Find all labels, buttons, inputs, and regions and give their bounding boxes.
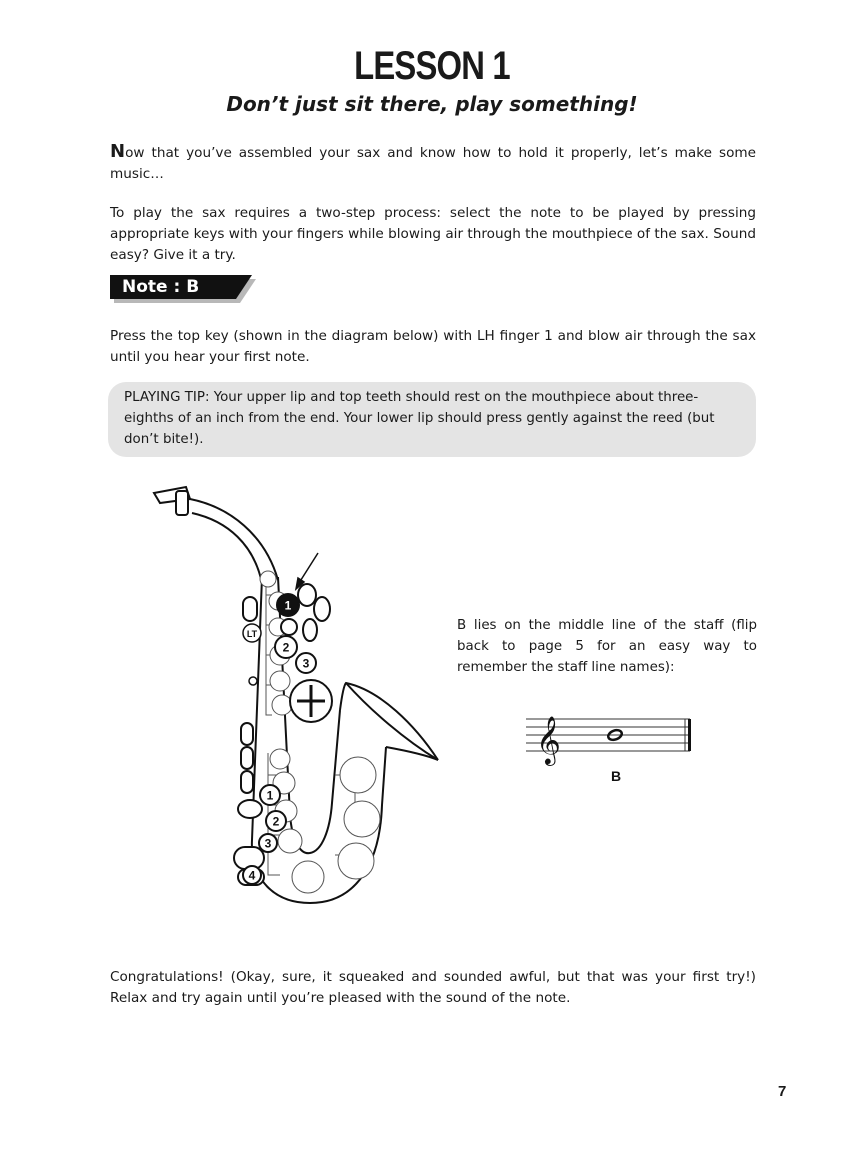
treble-clef-icon: 𝄞 xyxy=(536,715,561,764)
finger-key-label: 3 xyxy=(302,656,310,671)
playing-tip-box: PLAYING TIP: Your upper lip and top teeth should rest on the mouthpiece about three-eighths of an inch from the end. Your lower lip should press gently against the reed (but don’t bite!). xyxy=(108,382,756,457)
half-hole-key-icon xyxy=(281,619,297,635)
staff-note-label: B xyxy=(610,768,622,784)
palm-key-icon xyxy=(314,597,330,621)
side-key-icon xyxy=(243,597,257,621)
note-banner xyxy=(110,275,260,305)
note-banner-label: Note : B xyxy=(122,277,200,297)
finger-key-rh4 xyxy=(243,866,261,884)
finger-key-rh2 xyxy=(266,811,286,831)
lesson-subtitle: Don’t just sit there, play something! xyxy=(226,92,638,116)
finger-key-rh3 xyxy=(259,834,277,852)
page-number: 7 xyxy=(778,1083,787,1100)
saxophone-fingering-diagram xyxy=(150,485,450,910)
congrats-paragraph: Congratulations! (Okay, sure, it squeaked and sounded awful, but that was your first try!) Relax and try again until you’re pleased with the sound of the note. xyxy=(110,969,756,1006)
finger-key-lh1 xyxy=(277,594,299,616)
finger-key-label: 1 xyxy=(266,788,274,803)
intro-text: ow that you’ve assembled your sax and know how to hold it properly, let’s make some music… xyxy=(110,145,756,182)
lesson-title: LESSON 1 xyxy=(354,44,510,88)
staff-notation xyxy=(520,705,695,795)
arrow-icon xyxy=(299,553,318,583)
finger-key-lh3 xyxy=(296,653,316,673)
finger-key-label: 1 xyxy=(284,598,292,613)
ligature-icon xyxy=(176,491,188,515)
finger-key-label: 4 xyxy=(248,868,256,883)
thumb-key-label: LT xyxy=(246,629,258,639)
thumb-key xyxy=(243,624,261,642)
palm-key-icon xyxy=(298,584,316,606)
palm-key-icon xyxy=(303,619,317,641)
process-paragraph: To play the sax requires a two-step process: select the note to be played by pressing appropriate keys with your fingers while blowing air through the mouthpiece of the sax. Sound easy? Give it a try. xyxy=(110,205,756,263)
drop-cap: N xyxy=(110,141,126,162)
staff-description: B lies on the middle line of the staff (flip back to page 5 for an easy way to remember the staff line names): xyxy=(457,618,757,675)
finger-key-label: 2 xyxy=(282,640,290,655)
intro-paragraph xyxy=(110,141,756,185)
finger-key-rh1 xyxy=(260,785,280,805)
press-paragraph: Press the top key (shown in the diagram below) with LH finger 1 and blow air through the sax until you hear your first note. xyxy=(110,328,756,365)
finger-key-lh2 xyxy=(275,636,297,658)
finger-key-label: 2 xyxy=(272,814,280,829)
finger-key-label: 3 xyxy=(264,836,272,851)
